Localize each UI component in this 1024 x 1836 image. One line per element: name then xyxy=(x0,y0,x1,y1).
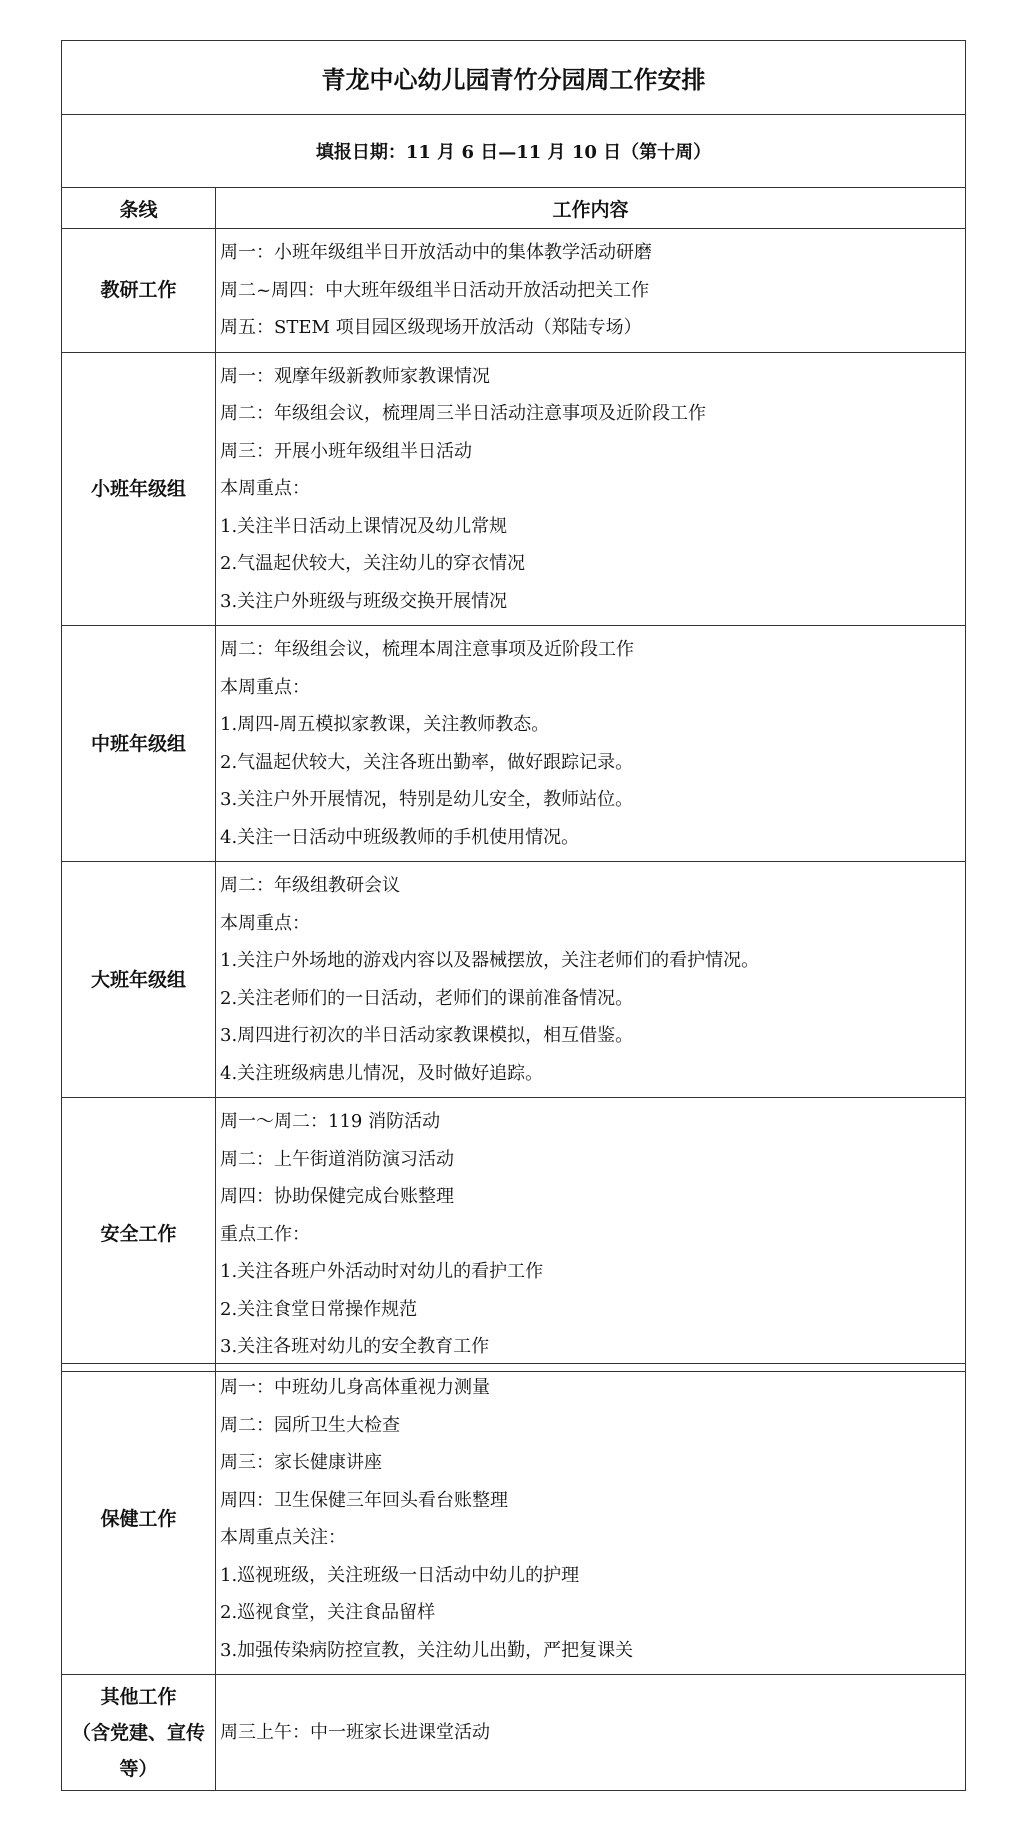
date-row xyxy=(62,115,966,188)
table-row xyxy=(62,1098,966,1372)
content-line: 周一～周二：119 消防活动 xyxy=(220,1111,441,1132)
content-line: 本周重点关注： xyxy=(220,1527,346,1548)
table-row xyxy=(62,1364,966,1675)
content-line: 周二：上午街道消防演习活动 xyxy=(220,1148,454,1170)
content-line: 3.加强传染病防控宣教，关注幼儿出勤，严把复课关 xyxy=(220,1639,634,1661)
content-line: 重点工作： xyxy=(220,1223,310,1245)
schedule-table-continued xyxy=(61,1363,966,1791)
content-line: 周一：观摩年级新教师家教课情况 xyxy=(220,365,490,387)
row-content xyxy=(216,626,966,862)
content-line: 周二~周四：中大班年级组半日活动开放活动把关工作 xyxy=(220,279,650,301)
header-row xyxy=(62,188,966,229)
row-category: 小班年级组 xyxy=(62,352,216,626)
content-line: 周二：年级组会议，梳理周三半日活动注意事项及近阶段工作 xyxy=(220,403,706,424)
row-category xyxy=(62,1675,216,1791)
content-line: 周四：协助保健完成台账整理 xyxy=(220,1186,454,1207)
content-line: 2.气温起伏较大，关注幼儿的穿衣情况 xyxy=(220,553,526,574)
row-content xyxy=(216,1675,966,1791)
content-line: 3.关注户外班级与班级交换开展情况 xyxy=(220,590,508,612)
row-content xyxy=(216,1098,966,1372)
content-line: 周三：家长健康讲座 xyxy=(220,1452,382,1473)
title-row xyxy=(62,41,966,115)
table-row xyxy=(62,229,966,353)
content-line: 周四：卫生保健三年回头看台账整理 xyxy=(220,1489,508,1511)
content-line: 本周重点： xyxy=(220,676,310,698)
schedule-table xyxy=(61,40,966,1372)
row-category: 中班年级组 xyxy=(62,626,216,862)
content-line: 4.关注一日活动中班级教师的手机使用情况。 xyxy=(220,826,580,848)
content-line: 3.关注各班对幼儿的安全教育工作 xyxy=(220,1336,490,1357)
content-line: 2.气温起伏较大，关注各班出勤率，做好跟踪记录。 xyxy=(220,751,634,773)
content-line: 周三：开展小班年级组半日活动 xyxy=(220,440,472,462)
content-line: 1.关注各班户外活动时对幼儿的看护工作 xyxy=(220,1261,544,1282)
row-content xyxy=(216,1364,966,1675)
content-line: 周二：园所卫生大检查 xyxy=(220,1414,400,1436)
row-category: 保健工作 xyxy=(62,1364,216,1675)
content-line: 周五：STEM 项目园区级现场开放活动（郑陆专场） xyxy=(220,317,642,338)
content-line: 1.周四-周五模拟家教课，关注教师教态。 xyxy=(220,714,550,735)
table-row xyxy=(62,626,966,862)
content-line: 3.关注户外开展情况，特别是幼儿安全，教师站位。 xyxy=(220,789,634,810)
row-content xyxy=(216,862,966,1098)
content-line: 周一：中班幼儿身高体重视力测量 xyxy=(220,1377,490,1398)
table-row xyxy=(62,352,966,626)
content-line: 4.关注班级病患儿情况，及时做好追踪。 xyxy=(220,1062,544,1084)
content-line: 本周重点： xyxy=(220,478,310,499)
table-row xyxy=(62,862,966,1098)
content-line: 1.关注户外场地的游戏内容以及器械摆放，关注老师们的看护情况。 xyxy=(220,950,760,971)
content-line: 本周重点： xyxy=(220,912,310,934)
table-row xyxy=(62,1675,966,1791)
row-category: 大班年级组 xyxy=(62,862,216,1098)
page-title: 青龙中心幼儿园青竹分园周工作安排 xyxy=(62,41,966,115)
content-line: 周二：年级组会议，梳理本周注意事项及近阶段工作 xyxy=(220,639,634,660)
category-line: （含党建、宣传 xyxy=(71,1721,205,1744)
content-line: 周一：小班年级组半日开放活动中的集体教学活动研磨 xyxy=(220,242,652,263)
content-line: 3.周四进行初次的半日活动家教课模拟，相互借鉴。 xyxy=(220,1025,634,1046)
row-category: 安全工作 xyxy=(62,1098,216,1372)
content-line: 1.关注半日活动上课情况及幼儿常规 xyxy=(220,515,508,537)
content-line: 2.关注食堂日常操作规范 xyxy=(220,1298,418,1320)
row-content xyxy=(216,352,966,626)
content-line: 1.巡视班级，关注班级一日活动中幼儿的护理 xyxy=(220,1564,580,1586)
content-header: 工作内容 xyxy=(216,188,966,229)
content-line: 2.巡视食堂，关注食品留样 xyxy=(220,1602,436,1623)
row-content xyxy=(216,229,966,353)
row-category: 教研工作 xyxy=(62,229,216,353)
category-header: 条线 xyxy=(62,188,216,229)
content-line: 周二：年级组教研会议 xyxy=(220,875,400,896)
category-line: 其他工作 xyxy=(100,1685,177,1708)
category-line: 等） xyxy=(119,1757,158,1780)
content-line: 2.关注老师们的一日活动，老师们的课前准备情况。 xyxy=(220,987,634,1009)
report-date: 填报日期：11 月 6 日—11 月 10 日（第十周） xyxy=(62,115,966,188)
content-line: 周三上午：中一班家长进课堂活动 xyxy=(220,1721,490,1743)
